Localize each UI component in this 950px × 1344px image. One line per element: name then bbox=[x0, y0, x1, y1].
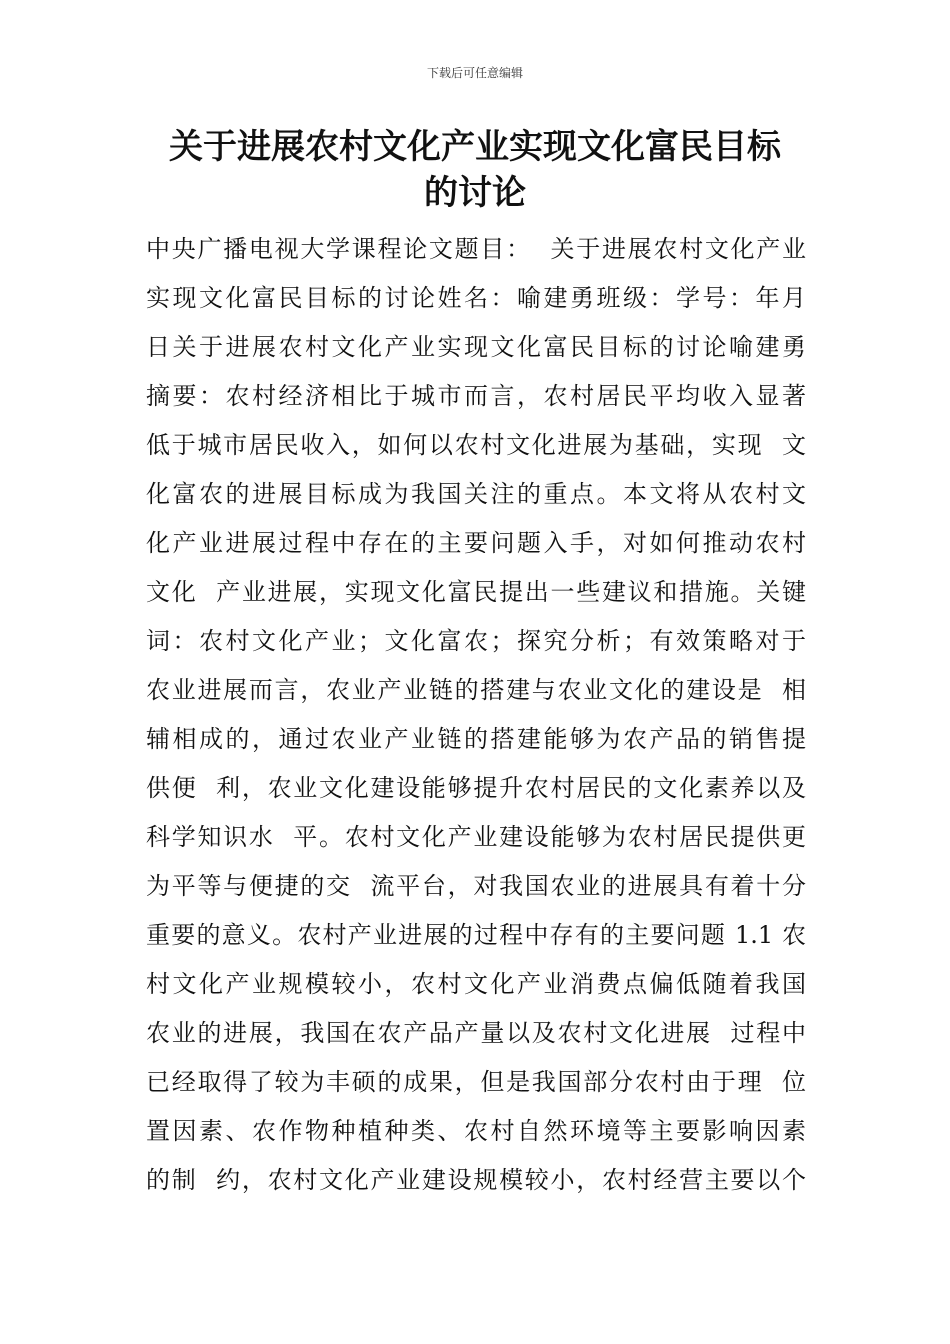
body-line: 化富农的进展目标成为我国关注的重点。本文将从农村文 bbox=[146, 480, 806, 508]
body-line: 摘要：农村经济相比于城市而言，农村居民平均收入显著 bbox=[146, 382, 806, 410]
body-line: 为平等与便捷的交 流平台，对我国农业的进展具有着十分 bbox=[146, 872, 806, 900]
document-title bbox=[140, 124, 810, 216]
body-line: 化产业进展过程中存在的主要问题入手，对如何推动农村 bbox=[146, 529, 806, 557]
body-line: 农业进展而言，农业产业链的搭建与农业文化的建设是 相 bbox=[146, 676, 806, 704]
body-line: 农业的进展，我国在农产品产量以及农村文化进展 过程中 bbox=[146, 1019, 806, 1047]
body-line: 低于城市居民收入，如何以农村文化进展为基础，实现 文 bbox=[146, 431, 806, 459]
header-note: 下载后可任意编辑 bbox=[426, 66, 523, 80]
body-line: 的制 约，农村文化产业建设规模较小，农村经营主要以个 bbox=[146, 1166, 806, 1194]
body-line: 日关于进展农村文化产业实现文化富民目标的讨论喻建勇 bbox=[146, 333, 806, 361]
body-line: 科学知识水 平。农村文化产业建设能够为农村居民提供更 bbox=[146, 823, 806, 851]
body-line: 中央广播电视大学课程论文题目： 关于进展农村文化产业 bbox=[146, 235, 806, 263]
body-line: 实现文化富民目标的讨论姓名：喻建勇班级：学号：年月 bbox=[146, 284, 806, 312]
body-line: 文化 产业进展，实现文化富民提出一些建议和措施。关键 bbox=[146, 578, 806, 606]
body-line: 置因素、农作物种植种类、农村自然环境等主要影响因素 bbox=[146, 1117, 806, 1145]
title-line: 关于进展农村文化产业实现文化富民目标 bbox=[169, 127, 781, 167]
body-line: 辅相成的，通过农业产业链的搭建能够为农产品的销售提 bbox=[146, 725, 806, 753]
body-line: 词：农村文化产业；文化富农；探究分析；有效策略对于 bbox=[146, 627, 806, 655]
body-line: 供便 利，农业文化建设能够提升农村居民的文化素养以及 bbox=[146, 774, 806, 802]
body-line: 村文化产业规模较小，农村文化产业消费点偏低随着我国 bbox=[146, 970, 806, 998]
title-line: 的讨论 bbox=[424, 173, 526, 213]
body-line: 已经取得了较为丰硕的成果，但是我国部分农村由于理 位 bbox=[146, 1068, 806, 1096]
body-line: 重要的意义。农村产业进展的过程中存有的主要问题 1.1 农 bbox=[146, 921, 806, 949]
body-text bbox=[146, 229, 806, 1209]
